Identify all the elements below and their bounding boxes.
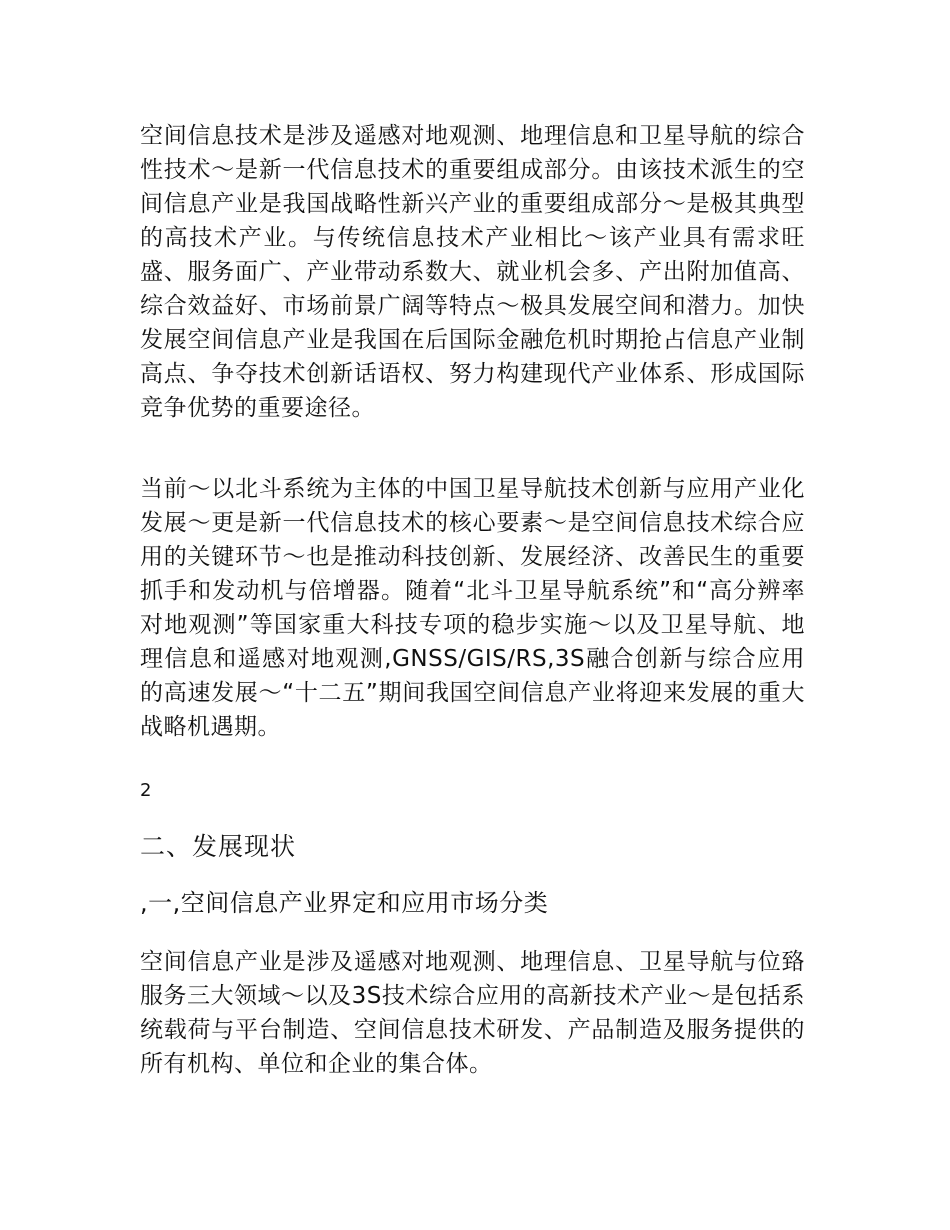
page-number: 2	[140, 780, 152, 801]
section-heading: 二、发展现状	[140, 832, 297, 861]
paragraph-current-status: 当前～以北斗系统为主体的中国卫星导航技术创新与应用产业化发展～更是新一代信息技术的核心要素～是空间信息技术综合应用的关键环节～也是推动科技创新、发展经济、改善民生的重要抓手和发动机与倍增器。随着“北斗卫星导航系统”和“高分辨率对地观测”等国家重大科技专项的稳步实施～以及卫星导航、地理信息和遥感对地观测,GNSS/GIS/RS,3S融合创新与综合应用的高速发展～“十二五”期间我国空间信息产业将迎来发展的重大战略机遇期。	[140, 476, 805, 740]
subsection-heading: ,一,空间信息产业界定和应用市场分类	[140, 889, 549, 917]
paragraph-intro: 空间信息技术是涉及遥感对地观测、地理信息和卫星导航的综合性技术～是新一代信息技术的重要组成部分。由该技术派生的空间信息产业是我国战略性新兴产业的重要组成部分～是极其典型的高技术产业。与传统信息技术产业相比～该产业具有需求旺盛、服务面广、产业带动系数大、就业机会多、产出附加值高、综合效益好、市场前景广阔等特点～极具发展空间和潜力。加快发展空间信息产业是我国在后国际金融危机时期抢占信息产业制高点、争夺技术创新话语权、努力构建现代产业体系、形成国际竞争优势的重要途径。	[140, 123, 805, 421]
paragraph-definition: 空间信息产业是涉及遥感对地观测、地理信息、卫星导航与位臵服务三大领域～以及3S技术综合应用的高新技术产业～是包括系统载荷与平台制造、空间信息技术研发、产品制造及服务提供的所有机构、单位和企业的集合体。	[140, 949, 805, 1077]
